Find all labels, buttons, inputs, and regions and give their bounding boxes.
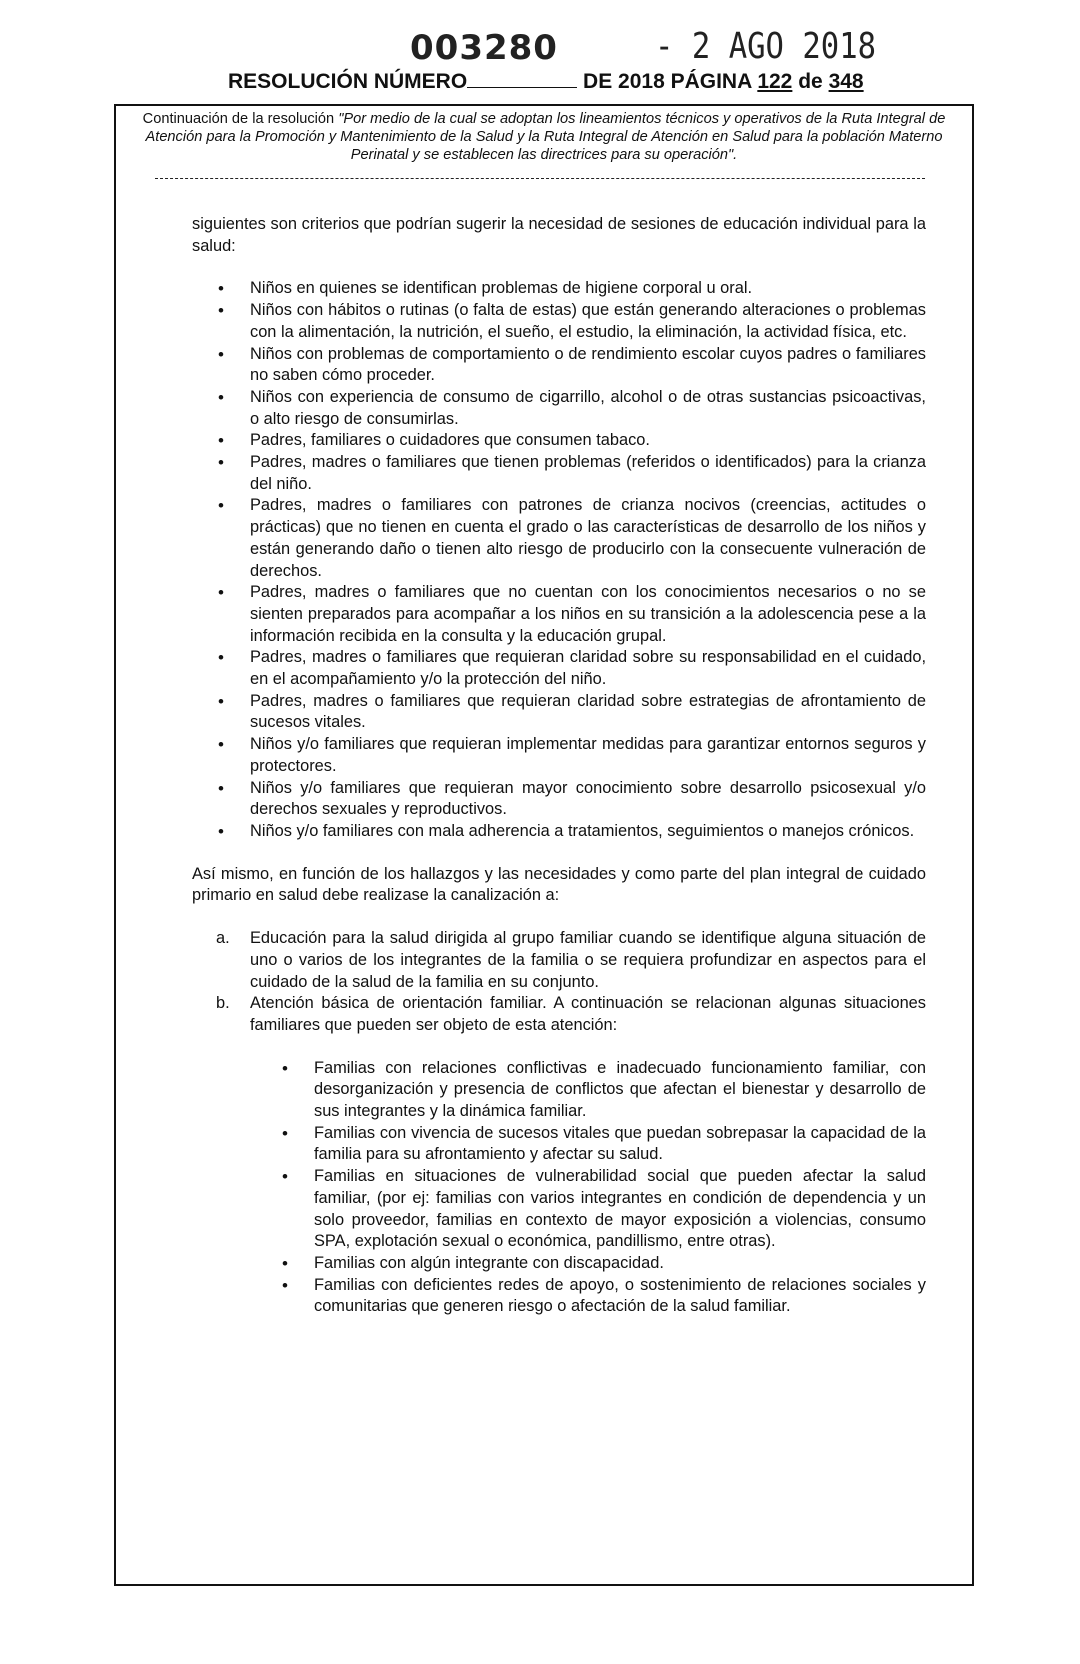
list-item: • Niños y/o familiares que requieran implementar medidas para garantizar entornos seguros y protectores. (192, 734, 926, 777)
list-item: • Padres, madres o familiares que requieran claridad sobre su responsabilidad en el cuidado, en el acompañamiento y/o la protección del niño. (192, 647, 926, 690)
list-item: • Niños con problemas de comportamiento o de rendimiento escolar cuyos padres o familiares no saben cómo proceder. (192, 344, 926, 387)
list-item: • Niños en quienes se identifican problemas de higiene corporal u oral. (192, 278, 926, 300)
list-item: • Niños y/o familiares que requieran mayor conocimiento sobre desarrollo psicosexual y/o derechos sexuales y reproductivos. (192, 778, 926, 821)
list-item: • Padres, madres o familiares que tienen problemas (referidos o identificados) para la crianza del niño. (192, 452, 926, 495)
list-item: • Familias con algún integrante con discapacidad. (192, 1253, 926, 1275)
resolution-line (228, 70, 864, 94)
list-item: • Familias con vivencia de sucesos vitales que puedan sobrepasar la capacidad de la familia para su afrontamiento y afectar su salud. (192, 1123, 926, 1166)
document-body (192, 214, 926, 1318)
intro-paragraph: siguientes son criterios que podrían sugerir la necesidad de sesiones de educación individual para la salud: (192, 215, 926, 255)
list-item: • Familias con relaciones conflictivas e inadecuado funcionamiento familiar, con desorganización y presencia de conflictos que afectan el bienestar y desarrollo de sus integrantes y la dinámica familiar. (192, 1058, 926, 1123)
item-text: Educación para la salud dirigida al grupo familiar cuando se identifique alguna situación de uno o varios de los integrantes de la familia o se requiera profundizar en aspectos para el cuidado de la salud de la familia en su conjunto. (250, 929, 926, 991)
lettered-item (192, 993, 926, 1036)
lettered-item (192, 928, 926, 993)
item-marker: a. (216, 929, 230, 948)
list-item: • Familias en situaciones de vulnerabilidad social que pueden afectar la salud familiar, (por ej: familias con varios integrantes en condición de dependencia y un solo proveedor, familias en contexto de mayor exposición a violencias, consumo SPA, explotación sexual o económica, pandillismo, entre otras). (192, 1166, 926, 1253)
list-item: • Niños con experiencia de consumo de cigarrillo, alcohol o de otras sustancias psicoactivas, o alto riesgo de consumirlas. (192, 387, 926, 430)
lettered-list (192, 928, 926, 1037)
list-item: • Niños con hábitos o rutinas (o falta de estas) que están generando alteraciones o problemas con la alimentación, la nutrición, el sueño, el estudio, la eliminación, la actividad física, etc. (192, 300, 926, 343)
list-item: • Padres, madres o familiares que no cuentan con los conocimientos necesarios o no se sienten preparados para acompañar a los niños en su transición a la adolescencia pese a la información recibida en la consulta y la educación grupal. (192, 582, 926, 647)
continuation-lead: Continuación de la resolución (142, 111, 339, 127)
item-text: Atención básica de orientación familiar. A continuación se relacionan algunas situaciones familiares que pueden ser objeto de esta atención: (250, 994, 926, 1034)
item-marker: b. (216, 994, 230, 1013)
resolution-prefix: RESOLUCIÓN NÚMERO (228, 70, 468, 93)
continuation-note (130, 110, 958, 164)
page-current: 122 (757, 70, 793, 93)
criteria-list (192, 278, 926, 842)
stamp-date: - 2 AGO 2018 (655, 26, 877, 67)
family-situations-list (192, 1058, 926, 1318)
list-item: • Padres, madres o familiares que requieran claridad sobre estrategias de afrontamiento de sucesos vitales. (192, 691, 926, 734)
stamp-number: 003280 (410, 28, 558, 68)
page-total: 348 (828, 70, 864, 93)
list-item: • Padres, familiares o cuidadores que consumen tabaco. (192, 430, 926, 452)
continuation-title: "Por medio de la cual se adoptan los lineamientos técnicos y operativos de la Ruta Integral de Atención para la Promoción y Mantenimiento de la Salud y la Ruta Integral de Atención en Salud para la población Materno Perinatal y se establecen las directrices para su operación". (145, 111, 946, 163)
page-header (0, 18, 1080, 98)
canalization-paragraph: Así mismo, en función de los hallazgos y las necesidades y como parte del plan integral de cuidado primario en salud debe realizase la canalización a: (192, 864, 926, 905)
resolution-de: DE 2018 PÁGINA (583, 70, 752, 93)
dashed-divider (155, 178, 925, 179)
page-of: de (798, 70, 823, 93)
list-item: • Padres, madres o familiares con patrones de crianza nocivos (creencias, actitudes o prácticas) que no tienen en cuenta el grado o las características de desarrollo de los niños y están generando daño o tienen alto riesgo de producirlo con la consecuente vulneración de derechos. (192, 495, 926, 582)
list-item: • Niños y/o familiares con mala adherencia a tratamientos, seguimientos o manejos crónicos. (192, 821, 926, 843)
list-item: • Familias con deficientes redes de apoyo, o sostenimiento de relaciones sociales y comunitarias que generen riesgo o afectación de la salud familiar. (192, 1275, 926, 1318)
